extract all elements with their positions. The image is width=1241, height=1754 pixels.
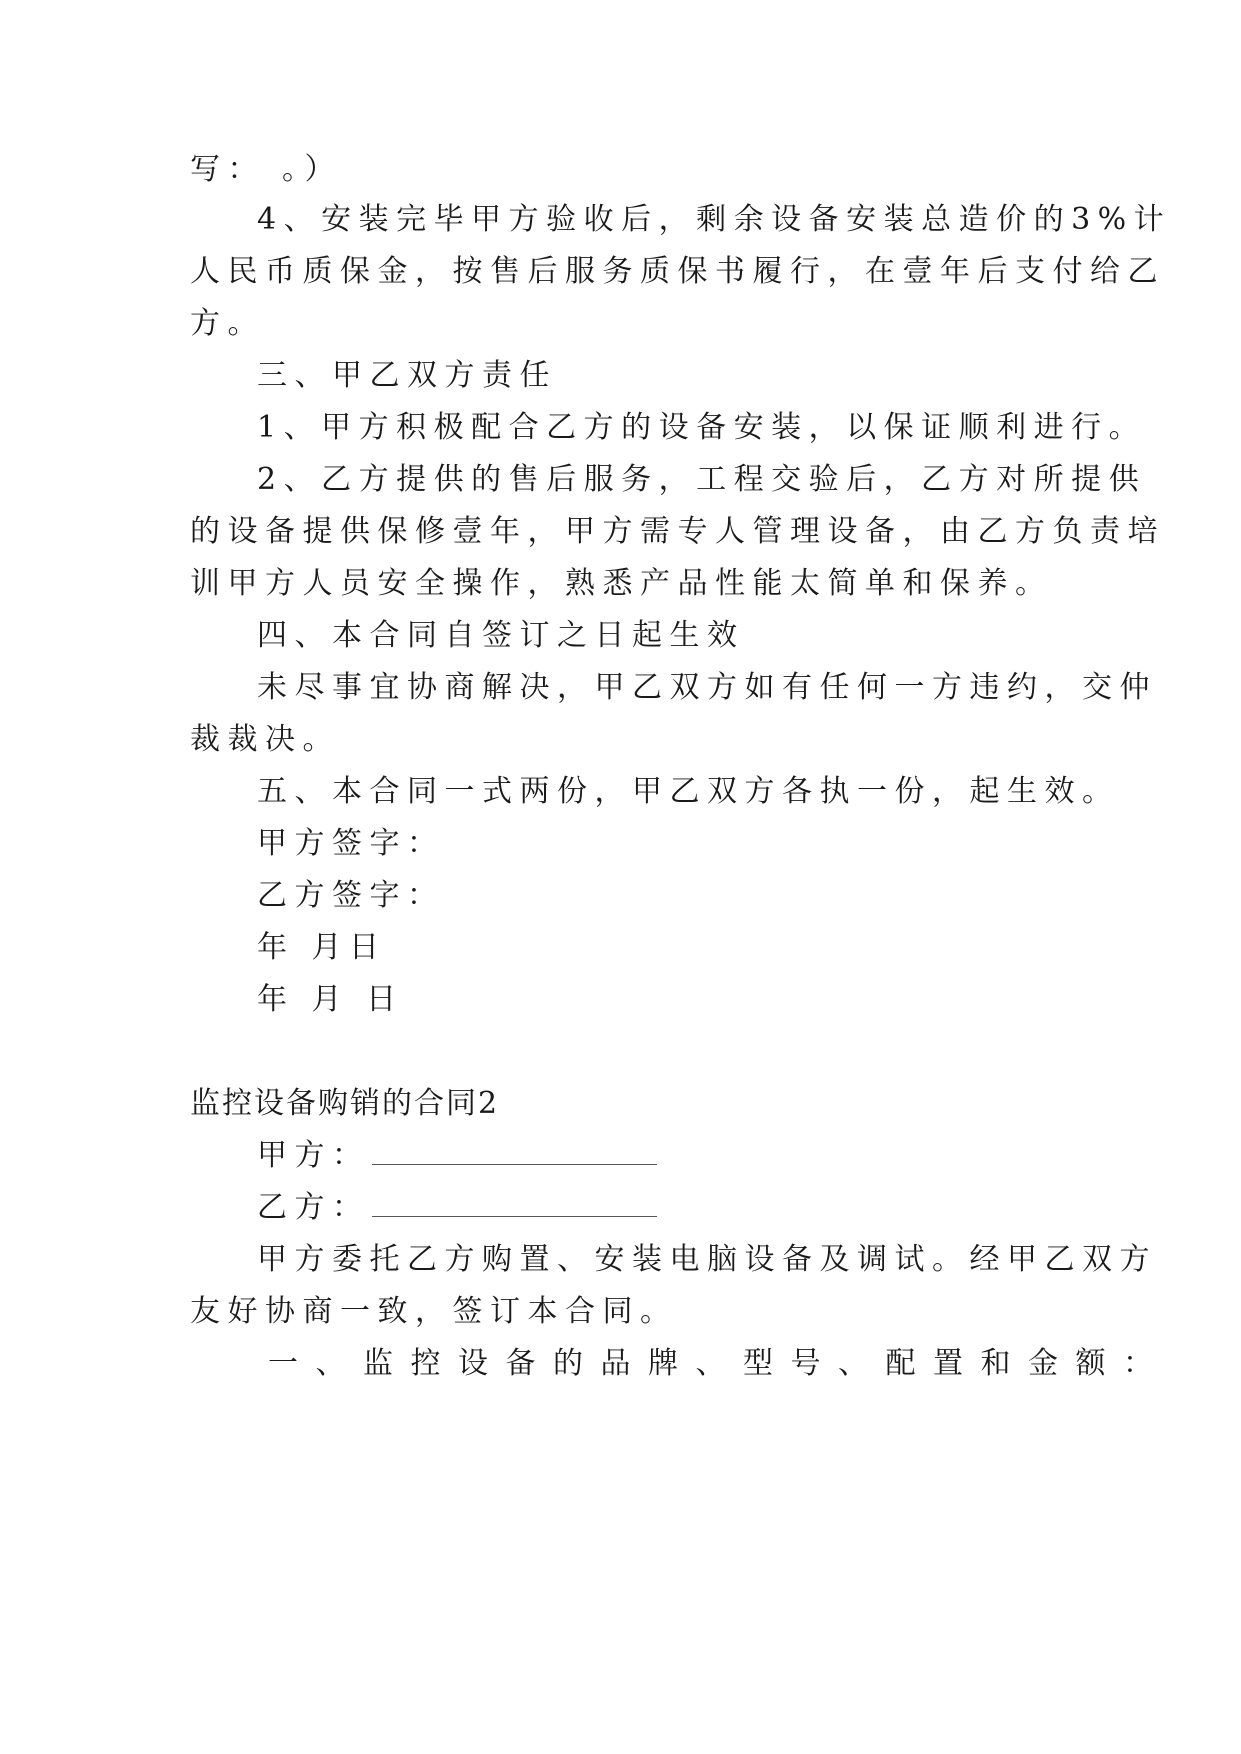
text-line: 裁裁决。	[190, 722, 340, 757]
party-b-label: 乙方：	[257, 1190, 370, 1225]
text-line: 写： 。）	[190, 152, 343, 187]
clause-1-responsibility: 1、甲方积极配合乙方的设备安装，以保证顺利进行。	[257, 410, 1147, 445]
document-title-2: 监控设备购销的合同2	[190, 1086, 500, 1121]
section-heading-5: 五、本合同一式两份，甲乙双方各执一份，起生效。	[257, 774, 1120, 809]
text-line: 未尽事宜协商解决，甲乙双方如有任何一方违约，交仲	[257, 670, 1157, 705]
text-line: 训甲方人员安全操作，熟悉产品性能太简单和保养。	[190, 566, 1053, 601]
clause-2-responsibility: 2、乙方提供的售后服务，工程交验后，乙方对所提供	[257, 462, 1147, 497]
section-heading-3: 三、甲乙双方责任	[257, 358, 557, 393]
section-heading-1: 一、监控设备的品牌、型号、配置和金额：	[268, 1346, 1171, 1381]
section-heading-4: 四、本合同自签订之日起生效	[257, 618, 745, 653]
intro-paragraph: 甲方委托乙方购置、安装电脑设备及调试。经甲乙双方	[257, 1242, 1157, 1277]
party-b-blank	[372, 1216, 657, 1217]
text-line: 的设备提供保修壹年，甲方需专人管理设备，由乙方负责培	[190, 514, 1165, 549]
party-b-field	[257, 1188, 657, 1228]
party-a-label: 甲方：	[257, 1138, 370, 1173]
text-line: 方。	[190, 306, 265, 341]
text-line: 友好协商一致，签订本合同。	[190, 1294, 678, 1329]
party-b-signature-label: 乙方签字：	[257, 878, 445, 913]
date-line-1: 年 月日	[257, 930, 387, 965]
clause-4-payment: 4、安装完毕甲方验收后，剩余设备安装总造价的3%计	[257, 202, 1172, 237]
date-line-2: 年 月 日	[257, 982, 404, 1017]
text-line: 人民币质保金，按售后服务质保书履行，在壹年后支付给乙	[190, 254, 1165, 289]
party-a-signature-label: 甲方签字：	[257, 826, 445, 861]
party-a-field	[257, 1136, 657, 1176]
party-a-blank	[372, 1164, 657, 1165]
